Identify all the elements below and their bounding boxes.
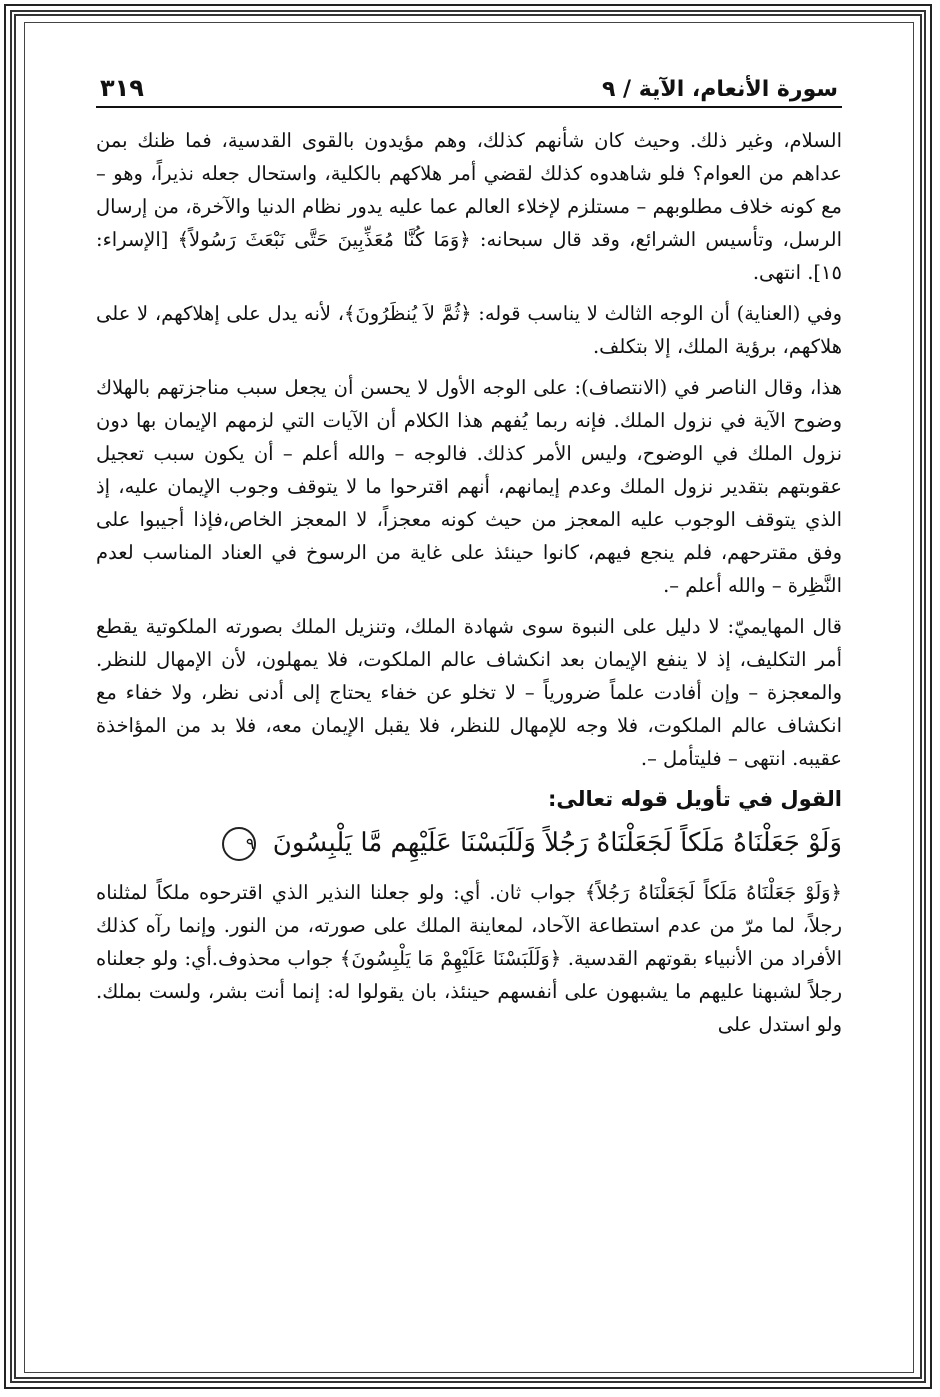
- page-number: ٣١٩: [100, 74, 144, 102]
- header-title: سورة الأنعام، الآية / ٩: [601, 77, 838, 102]
- main-text: [96, 124, 842, 1041]
- running-header: [96, 62, 842, 108]
- paragraph-2: وفي (العناية) أن الوجه الثالث لا يناسب قوله: ﴿ثُمَّ لاَ يُنظَرُونَ﴾، لأنه يدل على إهلاكهم، لا على هلاكهم، برؤية الملك، إلا بتكلف.: [96, 302, 842, 358]
- paragraph-4: قال المهايميّ: لا دليل على النبوة سوى شهادة الملك، وتنزيل الملك بصورته الملكوتية يقطع أمر التكليف، إذ لا ينفع الإيمان بعد انكشاف عالم الملكوت، فلا يمهلون، لأن الإمهال للنظر. والمعجزة – وإن أفادت علماً ضرورياً – لا تخلو عن خفاء يحتاج إلى أدنى نظر، ولا خفاء مع انكشاف عالم الملكوت، فلا وجه للإمهال للنظر، فلا يقبل الإيمان معه، فلا بد من المؤاخذة عقيبه. انتهى – فليتأمل –.: [96, 615, 842, 770]
- quran-verse: [96, 820, 842, 866]
- verse-number-marker: ٩: [222, 827, 256, 861]
- page-body: [96, 62, 842, 1362]
- verse-text: وَلَوْ جَعَلْنَاهُ مَلَكاً لَجَعَلْنَاهُ رَجُلاً وَلَلَبَسْنَا عَلَيْهِم مَّا يَلْبِسُونَ: [272, 828, 842, 858]
- section-heading: القول في تأويل قوله تعالى:: [548, 787, 842, 811]
- paragraph-3: هذا، وقال الناصر في (الانتصاف): على الوجه الأول لا يحسن أن يجعل سبب مناجزتهم بالهلاك وضوح الآية في نزول الملك. فإنه ربما يُفهم هذا الكلام أن الآيات التي لزمهم الإيمان بها دون نزول الملك في الوضوح، وليس الأمر كذلك. فالوجه – والله أعلم – أن يكون سبب تعجيل عقوبتهم بتقدير نزول الملك وعدم إيمانهم، أنهم اقترحوا ما لا يتوقف وجوب الإيمان عليه، إذ الذي يتوقف الوجوب عليه المعجز من حيث كونه معجزاً، لا المعجز الخاص،فإذا أجيبوا على وفق مقترحهم، فلم ينجع فيهم، كانوا حينئذ على غاية من الرسوخ في العناد المناسب لعدم النَّظِرة – والله أعلم –.: [96, 376, 842, 597]
- paragraph-1: السلام، وغير ذلك. وحيث كان شأنهم كذلك، وهم مؤيدون بالقوى القدسية، فما ظنك بمن عداهم من العوام؟ فلو شاهدوه كذلك لقضي أمر هلاكهم بالكلية، واستحال جعله نذيراً، وهو – مع كونه خلاف مطلوبهم – مستلزم لإخلاء العالم عما عليه يدور نظام الدنيا والآخرة، من إرسال الرسل، وتأسيس الشرائع، وقد قال سبحانه: ﴿وَمَا كُنَّا مُعَذِّبِينَ حَتَّى نَبْعَثَ رَسُولاً﴾ [الإسراء: ١٥]. انتهى.: [96, 129, 842, 284]
- tafsir-paragraph: ﴿وَلَوْ جَعَلْنَاهُ مَلَكاً لَجَعَلْنَاهُ رَجُلاً﴾ جواب ثان. أي: ولو جعلنا النذير الذي اقترحوه ملكاً لمثلناه رجلاً، لما مرّ من عدم استطاعة الآحاد، لمعاينة الملك على صورته، من النور. وإنما رآه كذلك الأفراد من الأنبياء بقوتهم القدسية. ﴿وَلَلَبَسْنَا عَلَيْهِمْ مَا يَلْبِسُونَ﴾ جواب محذوف.أي: ولو جعلناه رجلاً لشبهنا عليهم ما يشبهون على أنفسهم حينئذ، بان يقولوا له: إنما أنت بشر، ولست بملك. ولو استدل على: [96, 881, 842, 1036]
